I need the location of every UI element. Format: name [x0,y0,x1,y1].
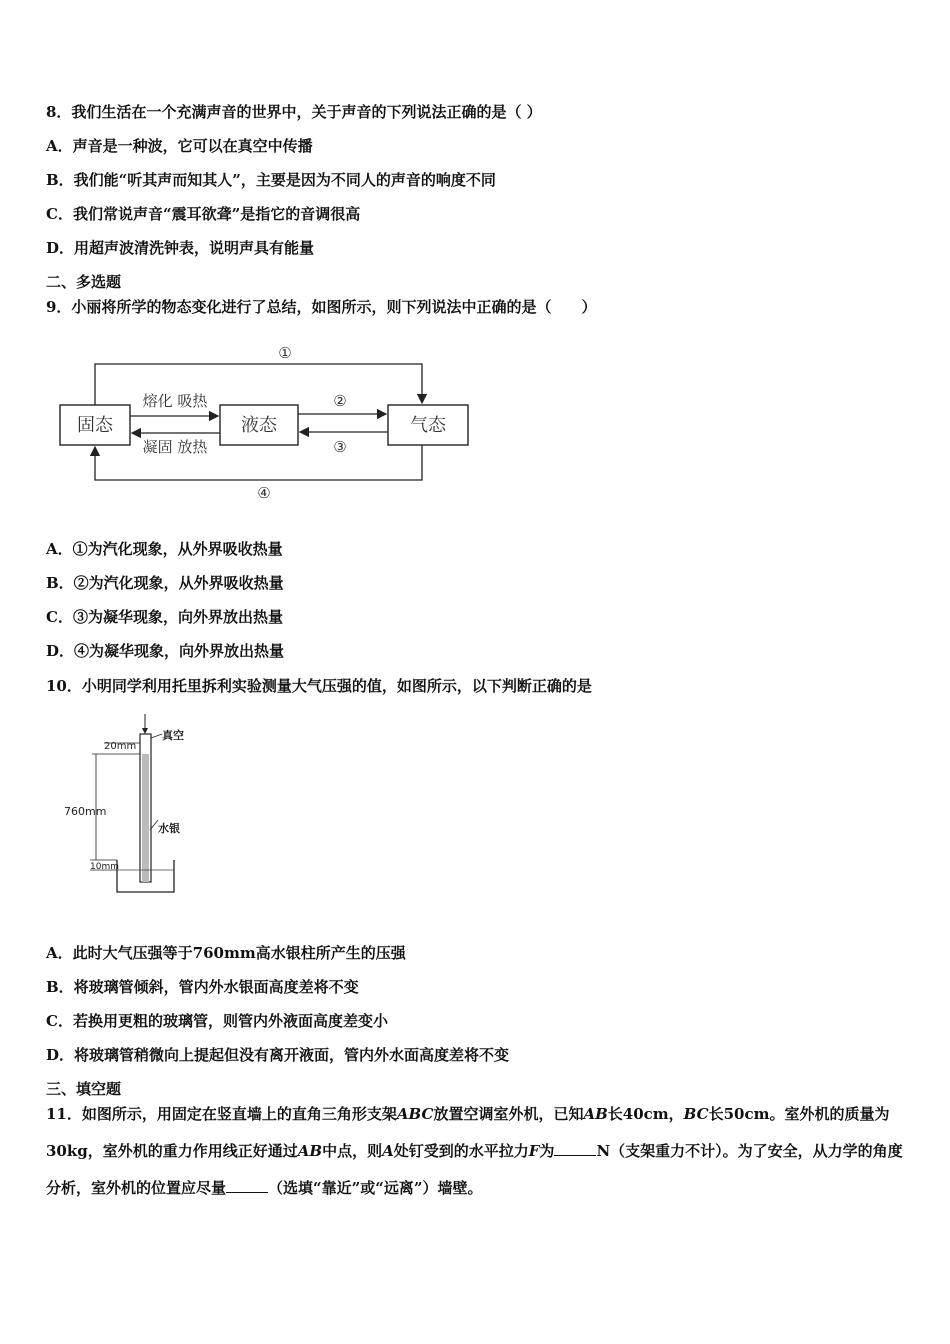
q9-option-c: C．③为凝华现象，向外界放出热量 [46,608,283,626]
q9-stem: 9．小丽将所学的物态变化进行了总结，如图所示，则下列说法中正确的是（ ） [46,298,597,316]
q8-option-a: A．声音是一种波，它可以在真空中传播 [46,137,313,155]
section-multi-choice: 二、多选题 [46,273,122,291]
q11-part1: 11．如图所示，用固定在竖直墙上的直角三角形支架 [46,1105,397,1123]
q11-part3: 长40cm， [607,1105,684,1123]
torricelli-diagram [62,712,202,902]
label-10mm: 10mm [90,862,119,872]
q11-blank-force[interactable] [554,1141,596,1156]
q11-part2: 放置空调室外机，已知 [433,1105,584,1123]
freeze-label: 凝固 放热 [142,438,208,456]
label-760mm: 760mm [64,805,107,818]
q10-option-b: B．将玻璃管倾斜，管内外水银面高度差将不变 [46,978,359,996]
q9-option-b: B．②为汽化现象，从外界吸收热量 [46,574,284,592]
gas-label: 气态 [410,415,446,436]
label-mercury: 水银 [158,822,180,835]
vacuum-pointer [151,734,162,738]
label-vacuum: 真空 [162,729,184,742]
q8-option-c: C．我们常说声音“震耳欲聋”是指它的音调很高 [46,205,361,223]
q11-part7: 为 [539,1142,555,1160]
label-4: ④ [257,484,271,502]
q11-part6: 处钉受到的水平拉力 [393,1142,529,1160]
q11-a: A [382,1142,394,1160]
label-20mm: 20mm [104,741,137,752]
q9-option-a: A．①为汽化现象，从外界吸收热量 [46,540,283,558]
solid-label: 固态 [77,415,113,436]
q11-f: F [528,1142,540,1160]
q11-blank-position[interactable] [226,1178,268,1193]
melt-label: 熔化 吸热 [142,392,208,410]
label-3: ③ [333,438,347,456]
q10-stem: 10．小明同学利用托里拆利实验测量大气压强的值，如图所示，以下判断正确的是 [46,677,592,695]
q10-option-d: D．将玻璃管稍微向上提起但没有离开液面，管内外水面高度差将不变 [46,1046,510,1064]
q9-option-d: D．④为凝华现象，向外界放出热量 [46,642,285,660]
q11-part9: （选填“靠近”或“远离”）墙壁。 [268,1179,483,1197]
q11-bc: BC [683,1105,709,1123]
q11-ab2: AB [297,1142,323,1160]
section-fill-blank: 三、填空题 [46,1080,122,1098]
q11-part8: N（支架重力不计）。为了安全，从力学的角度分析，室外机的位置应尽量 [46,1142,903,1197]
q11-ab: AB [583,1105,608,1123]
label-2: ② [333,392,347,410]
liquid-label: 液态 [241,415,277,436]
mercury-column [142,754,149,882]
label-1: ① [278,344,292,362]
q8-option-b: B．我们能“听其声而知其人”，主要是因为不同人的声音的响度不同 [46,171,496,189]
q8-option-d: D．用超声波清洗钟表，说明声具有能量 [46,239,315,257]
q10-option-a: A．此时大气压强等于760mm高水银柱所产生的压强 [46,944,406,962]
top-arrow-head [142,728,148,734]
q10-option-c: C．若换用更粗的玻璃管，则管内外液面高度差变小 [46,1012,388,1030]
q11-text [46,1096,908,1207]
q8-stem: 8．我们生活在一个充满声音的世界中，关于声音的下列说法正确的是（ ） [46,103,542,121]
q11-part4: 长50cm。室外机的质量为30kg，室外机的重力作用线正好通过 [46,1105,890,1160]
q11-part5: 中点，则 [322,1142,383,1160]
q11-abc: ABC [396,1105,434,1123]
state-change-diagram [50,338,480,508]
